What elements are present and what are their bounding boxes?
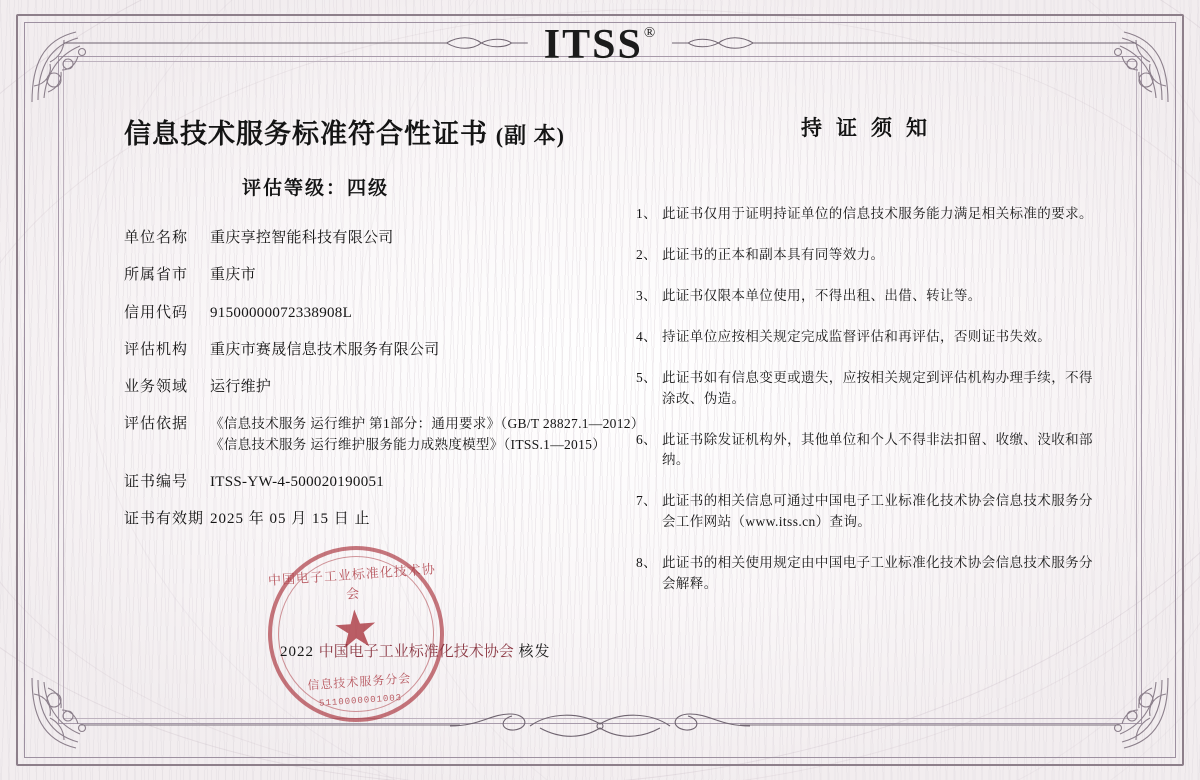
page-title [124, 112, 582, 151]
field-row [124, 303, 582, 323]
field-label: 证书编号 [124, 473, 189, 490]
page-title-sub: (副 本) [495, 123, 565, 148]
registered-mark-icon: ® [643, 25, 658, 41]
page-title-main: 信息技术服务标准符合性证书 [124, 119, 488, 149]
notice-item [636, 368, 1098, 410]
certificate-body [72, 86, 1128, 700]
header-rule-right-icon [672, 34, 1136, 52]
field-row [124, 377, 582, 397]
notice-number: 7、 [636, 493, 658, 509]
notice-text: 此证书的相关使用规定由中国电子工业标准化技术协会信息技术服务分会解释。 [662, 555, 1093, 592]
field-value: 91500000072338908L [210, 304, 353, 321]
notice-number: 5、 [636, 369, 658, 385]
field-value [210, 509, 582, 529]
field-value [210, 414, 645, 455]
basis-line: 《信息技术服务 运行维护 第1部分：通用要求》（GB/T 28827.1—2012） [210, 416, 645, 432]
notice-text: 此证书如有信息变更或遗失，应按相关规定到评估机构办理手续，不得涂改、伪造。 [662, 369, 1093, 406]
notice-text: 此证书仅限本单位使用，不得出租、出借、转让等。 [662, 287, 982, 303]
notice-text: 此证书仅用于证明持证单位的信息技术服务能力满足相关标准的要求。 [662, 206, 1093, 221]
notice-item [636, 430, 1098, 472]
notice-text: 此证书的正本和副本具有同等效力。 [662, 246, 885, 262]
field-label: 评估机构 [124, 341, 189, 358]
itss-logo [528, 21, 672, 69]
itss-logo-text: ITSS [543, 22, 643, 68]
field-value: ITSS-YW-4-500020190051 [210, 473, 385, 490]
issuer-line [280, 640, 551, 661]
seal-top-text: 中国电子工业标准化技术协会 [267, 561, 437, 602]
field-label: 所属省市 [124, 267, 189, 284]
footer-flourish-icon [450, 706, 750, 746]
header-rule-left-icon [64, 34, 528, 52]
notice-number: 2、 [636, 246, 658, 262]
right-column [600, 86, 1128, 700]
notice-title: 持证须知 [801, 116, 941, 140]
notice-number: 1、 [636, 206, 658, 221]
field-row-validity [124, 509, 582, 529]
fields-list [124, 228, 645, 529]
seal-bottom-text: 信息技术服务分会 [306, 671, 412, 693]
notice-item [636, 491, 1098, 533]
field-value: 重庆市赛晟信息技术服务有限公司 [210, 341, 440, 358]
notice-text: 持证单位应按相关规定完成监督评估和再评估，否则证书失效。 [662, 328, 1052, 344]
field-label: 信用代码 [124, 304, 189, 321]
field-row [124, 340, 582, 360]
grade-line: 评估等级：四级 [242, 178, 390, 199]
field-label: 业务领域 [124, 379, 189, 395]
notice-text: 此证书的相关信息可通过中国电子工业标准化技术协会信息技术服务分会工作网站（www.itss.cn）查询。 [662, 493, 1093, 530]
notice-list [630, 204, 1098, 595]
notice-item [636, 245, 1098, 266]
field-value: 运行维护 [210, 379, 272, 395]
notice-item [636, 327, 1098, 348]
footer-rule-left-icon [80, 720, 460, 730]
field-label: 单位名称 [124, 230, 189, 246]
field-row-basis [124, 414, 645, 455]
notice-item [636, 204, 1098, 225]
issuer-name: 中国电子工业标准化技术协会 [318, 644, 514, 660]
field-row-cert-no [124, 472, 582, 492]
notice-number: 6、 [636, 431, 658, 447]
issue-suffix: 核发 [518, 644, 551, 660]
field-label: 评估依据 [124, 416, 189, 433]
notice-number: 8、 [636, 555, 658, 571]
field-row [124, 265, 582, 285]
seal-code: 5110000001003 [318, 692, 403, 709]
validity-value: 2025 年 05 月 15 日 止 [210, 511, 371, 527]
field-label: 证书有效期 [124, 511, 205, 527]
notice-number: 4、 [636, 328, 658, 344]
notice-number: 3、 [636, 287, 658, 303]
footer-rule-right-icon [740, 720, 1120, 730]
field-value: 重庆享控智能科技有限公司 [210, 230, 394, 246]
star-icon: ★ [330, 600, 381, 661]
header-band [64, 14, 1136, 72]
notice-item [636, 286, 1098, 307]
field-value: 重庆市 [210, 267, 256, 284]
field-row [124, 228, 582, 248]
notice-item [636, 553, 1098, 595]
notice-text: 此证书除发证机构外，其他单位和个人不得非法扣留、收缴、没收和部纳。 [662, 431, 1093, 468]
basis-line: 《信息技术服务 运行维护服务能力成熟度模型》（ITSS.1—2015） [210, 436, 607, 452]
official-seal [262, 540, 450, 728]
issue-date: 2022 [280, 644, 314, 660]
